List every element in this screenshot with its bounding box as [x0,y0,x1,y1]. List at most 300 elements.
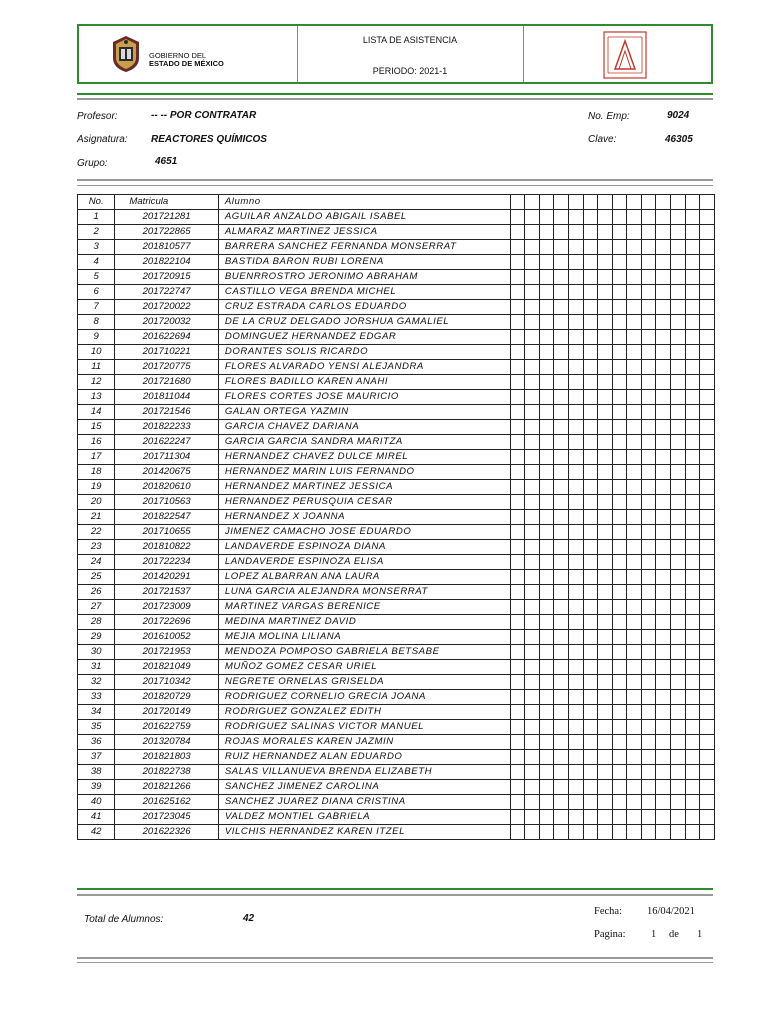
attendance-cell [583,375,598,390]
tes-institution-logo-icon [603,31,647,79]
attendance-cell [525,660,540,675]
attendance-cell [554,690,569,705]
clave-value: 46305 [665,134,693,145]
attendance-cell [700,225,715,240]
attendance-cell [554,315,569,330]
attendance-table [77,194,715,840]
attendance-cell [612,315,627,330]
attendance-cell [671,750,686,765]
row-matricula: 201420291 [115,570,219,585]
attendance-cell [627,210,642,225]
fecha-label: Fecha: [594,906,622,917]
row-matricula: 201822233 [115,420,219,435]
attendance-cell [539,720,554,735]
attendance-cell [627,615,642,630]
attendance-cell [641,705,656,720]
attendance-cell [598,345,613,360]
attendance-cell [641,825,656,840]
attendance-cell [539,210,554,225]
clave-label: Clave: [588,134,617,145]
table-row [78,405,715,420]
attendance-cell [525,630,540,645]
attendance-cell [510,540,525,555]
row-matricula: 201821266 [115,780,219,795]
document-header [77,24,713,84]
attendance-cell [598,240,613,255]
attendance-cell [671,375,686,390]
row-number: 25 [78,570,115,585]
attendance-cell [598,690,613,705]
attendance-cell [700,570,715,585]
attendance-cell [510,705,525,720]
attendance-cell [641,300,656,315]
attendance-cell [685,540,700,555]
attendance-cell [627,270,642,285]
row-matricula: 201720149 [115,705,219,720]
attendance-cell [612,360,627,375]
attendance-cell [554,675,569,690]
attendance-cell [510,765,525,780]
row-number: 39 [78,780,115,795]
attendance-cell [583,465,598,480]
attendance-cell [685,690,700,705]
attendance-cell [612,510,627,525]
attendance-cell [671,225,686,240]
attendance-cell [569,630,584,645]
row-matricula: 201822104 [115,255,219,270]
attendance-cell [641,615,656,630]
attendance-cell [641,555,656,570]
attendance-cell [612,420,627,435]
attendance-cell [612,345,627,360]
row-matricula: 201720032 [115,315,219,330]
attendance-cell [583,300,598,315]
attendance-cell [671,390,686,405]
attendance-cell [627,360,642,375]
attendance-cell [569,225,584,240]
gov-cell [79,26,298,82]
row-number: 9 [78,330,115,345]
row-number: 30 [78,645,115,660]
attendance-cell [641,450,656,465]
attendance-cell [539,480,554,495]
attendance-cell [554,795,569,810]
attendance-cell [641,645,656,660]
attendance-cell [525,570,540,585]
attendance-cell [598,720,613,735]
attendance-cell [671,270,686,285]
attendance-cell [569,360,584,375]
row-student-name: RUIZ HERNANDEZ ALAN EDUARDO [218,750,510,765]
attendance-cell [671,555,686,570]
attendance-cell [612,480,627,495]
attendance-cell [598,315,613,330]
attendance-cell [554,345,569,360]
row-number: 8 [78,315,115,330]
row-matricula: 201625162 [115,795,219,810]
attendance-cell [656,360,671,375]
attendance-cell [539,420,554,435]
attendance-cell [525,645,540,660]
attendance-cell [554,450,569,465]
table-row [78,480,715,495]
grey-rule [77,98,713,100]
attendance-cell [685,780,700,795]
row-student-name: AGUILAR ANZALDO ABIGAIL ISABEL [218,210,510,225]
attendance-cell [569,705,584,720]
attendance-cell [598,495,613,510]
attendance-cell [700,450,715,465]
attendance-cell [569,255,584,270]
attendance-cell [539,600,554,615]
attendance-cell [569,345,584,360]
attendance-cell [554,630,569,645]
attendance-cell [583,270,598,285]
attendance-cell [700,360,715,375]
attendance-cell [598,360,613,375]
attendance-cell [627,630,642,645]
attendance-cell [525,495,540,510]
row-number: 1 [78,210,115,225]
attendance-cell [656,540,671,555]
table-row [78,570,715,585]
attendance-cell [510,375,525,390]
grey-rule [77,957,713,959]
attendance-cell [700,825,715,840]
attendance-cell [539,660,554,675]
attendance-cell [583,405,598,420]
row-matricula: 201721537 [115,585,219,600]
green-rule [77,888,713,890]
table-row [78,465,715,480]
attendance-cell [598,450,613,465]
table-row [78,585,715,600]
attendance-cell [598,645,613,660]
attendance-cell [583,195,598,210]
attendance-cell [656,765,671,780]
table-row [78,765,715,780]
attendance-cell [539,825,554,840]
attendance-cell [510,330,525,345]
attendance-cell [612,780,627,795]
attendance-cell [539,435,554,450]
attendance-cell [685,255,700,270]
table-row [78,360,715,375]
row-student-name: GARCIA GARCIA SANDRA MARITZA [218,435,510,450]
attendance-cell [598,555,613,570]
attendance-cell [569,675,584,690]
attendance-cell [525,195,540,210]
attendance-cell [612,675,627,690]
row-number: 18 [78,465,115,480]
attendance-cell [671,285,686,300]
row-student-name: SANCHEZ JUAREZ DIANA CRISTINA [218,795,510,810]
attendance-cell [569,210,584,225]
attendance-cell [700,345,715,360]
attendance-cell [612,450,627,465]
row-student-name: HERNANDEZ PERUSQUIA CESAR [218,495,510,510]
attendance-cell [685,585,700,600]
attendance-cell [554,750,569,765]
attendance-cell [583,780,598,795]
row-matricula: 201822547 [115,510,219,525]
attendance-cell [627,810,642,825]
attendance-cell [656,255,671,270]
attendance-cell [656,720,671,735]
attendance-cell [685,825,700,840]
attendance-cell [641,735,656,750]
attendance-cell [612,825,627,840]
attendance-cell [700,480,715,495]
attendance-cell [685,645,700,660]
document-title: LISTA DE ASISTENCIA [362,35,458,45]
attendance-cell [598,270,613,285]
attendance-cell [612,495,627,510]
attendance-cell [700,750,715,765]
row-number: 21 [78,510,115,525]
row-number: 38 [78,765,115,780]
attendance-cell [525,540,540,555]
attendance-cell [700,435,715,450]
row-student-name: GARCIA CHAVEZ DARIANA [218,420,510,435]
attendance-cell [525,465,540,480]
attendance-cell [656,630,671,645]
attendance-cell [569,420,584,435]
attendance-cell [554,480,569,495]
attendance-cell [510,780,525,795]
grey-rule [77,185,713,186]
attendance-cell [671,420,686,435]
attendance-cell [510,810,525,825]
attendance-cell [612,735,627,750]
attendance-cell [569,780,584,795]
attendance-cell [612,375,627,390]
attendance-cell [656,555,671,570]
row-student-name: CASTILLO VEGA BRENDA MICHEL [218,285,510,300]
attendance-cell [569,720,584,735]
attendance-cell [656,600,671,615]
attendance-cell [627,705,642,720]
attendance-cell [641,570,656,585]
attendance-cell [569,750,584,765]
attendance-cell [627,570,642,585]
attendance-cell [569,690,584,705]
attendance-cell [685,660,700,675]
attendance-cell [685,300,700,315]
attendance-cell [641,240,656,255]
attendance-cell [583,345,598,360]
attendance-cell [598,570,613,585]
attendance-cell [685,375,700,390]
attendance-cell [612,225,627,240]
table-row [78,600,715,615]
row-student-name: HERNANDEZ MARIN LUIS FERNANDO [218,465,510,480]
attendance-cell [671,615,686,630]
table-row [78,810,715,825]
attendance-cell [656,735,671,750]
attendance-cell [569,510,584,525]
attendance-cell [525,525,540,540]
attendance-cell [671,450,686,465]
gov-line2: ESTADO DE MÉXICO [149,59,224,68]
attendance-cell [656,660,671,675]
attendance-cell [700,555,715,570]
attendance-cell [671,495,686,510]
attendance-cell [554,495,569,510]
attendance-cell [700,600,715,615]
table-row [78,615,715,630]
attendance-cell [656,495,671,510]
attendance-cell [510,315,525,330]
row-number: 7 [78,300,115,315]
table-row [78,210,715,225]
attendance-cell [554,555,569,570]
attendance-cell [685,285,700,300]
attendance-cell [612,255,627,270]
row-number: 32 [78,675,115,690]
attendance-cell [671,315,686,330]
attendance-cell [525,510,540,525]
attendance-cell [700,780,715,795]
attendance-cell [700,330,715,345]
row-number: 24 [78,555,115,570]
row-number: 17 [78,450,115,465]
attendance-cell [510,450,525,465]
table-row [78,540,715,555]
attendance-cell [583,435,598,450]
attendance-cell [671,210,686,225]
row-student-name: LANDAVERDE ESPINOZA ELISA [218,555,510,570]
attendance-cell [525,345,540,360]
attendance-cell [598,480,613,495]
attendance-cell [627,345,642,360]
attendance-cell [539,780,554,795]
attendance-cell [510,345,525,360]
attendance-cell [671,300,686,315]
attendance-cell [700,630,715,645]
attendance-cell [569,390,584,405]
attendance-cell [583,795,598,810]
institution-cell [523,26,711,82]
table-row [78,420,715,435]
attendance-cell [700,465,715,480]
attendance-cell [627,285,642,300]
attendance-cell [525,675,540,690]
attendance-cell [539,285,554,300]
attendance-cell [612,285,627,300]
attendance-cell [612,630,627,645]
attendance-cell [627,690,642,705]
row-student-name: RODRIGUEZ SALINAS VICTOR MANUEL [218,720,510,735]
attendance-cell [656,750,671,765]
attendance-cell [700,720,715,735]
attendance-cell [510,285,525,300]
attendance-cell [641,525,656,540]
attendance-cell [510,495,525,510]
attendance-cell [685,735,700,750]
no-emp-label: No. Emp: [588,111,630,122]
attendance-cell [583,645,598,660]
attendance-cell [539,495,554,510]
attendance-cell [612,300,627,315]
attendance-cell [656,825,671,840]
attendance-cell [554,420,569,435]
row-student-name: CRUZ ESTRADA CARLOS EDUARDO [218,300,510,315]
row-number: 10 [78,345,115,360]
attendance-cell [641,675,656,690]
row-number: 14 [78,405,115,420]
table-row [78,375,715,390]
row-student-name: MUÑOZ GOMEZ CESAR URIEL [218,660,510,675]
attendance-cell [685,480,700,495]
row-student-name: LANDAVERDE ESPINOZA DIANA [218,540,510,555]
table-row [78,240,715,255]
attendance-cell [554,525,569,540]
attendance-cell [700,735,715,750]
attendance-cell [569,600,584,615]
attendance-cell [554,735,569,750]
attendance-cell [671,705,686,720]
attendance-cell [656,420,671,435]
attendance-cell [539,360,554,375]
attendance-cell [641,495,656,510]
attendance-cell [525,420,540,435]
attendance-cell [656,465,671,480]
attendance-cell [656,345,671,360]
attendance-cell [627,645,642,660]
row-number: 6 [78,285,115,300]
table-row [78,330,715,345]
attendance-cell [656,675,671,690]
attendance-cell [671,240,686,255]
attendance-cell [554,375,569,390]
table-row [78,285,715,300]
attendance-cell [641,390,656,405]
attendance-cell [583,315,598,330]
attendance-cell [510,690,525,705]
table-row [78,705,715,720]
attendance-cell [598,540,613,555]
attendance-cell [525,315,540,330]
attendance-cell [685,795,700,810]
row-student-name: LUNA GARCIA ALEJANDRA MONSERRAT [218,585,510,600]
attendance-cell [569,585,584,600]
attendance-cell [700,195,715,210]
attendance-cell [671,330,686,345]
row-student-name: DE LA CRUZ DELGADO JORSHUA GAMALIEL [218,315,510,330]
attendance-cell [583,690,598,705]
row-student-name: MEJIA MOLINA LILIANA [218,630,510,645]
attendance-cell [656,585,671,600]
attendance-cell [569,270,584,285]
attendance-cell [583,675,598,690]
row-matricula: 201622326 [115,825,219,840]
attendance-cell [656,285,671,300]
attendance-cell [612,705,627,720]
attendance-cell [671,360,686,375]
attendance-cell [583,540,598,555]
attendance-cell [525,585,540,600]
row-student-name: BARRERA SANCHEZ FERNANDA MONSERRAT [218,240,510,255]
attendance-cell [554,660,569,675]
attendance-cell [627,780,642,795]
attendance-cell [700,390,715,405]
attendance-cell [554,780,569,795]
attendance-cell [627,765,642,780]
attendance-cell [656,780,671,795]
attendance-cell [510,660,525,675]
row-number: 27 [78,600,115,615]
